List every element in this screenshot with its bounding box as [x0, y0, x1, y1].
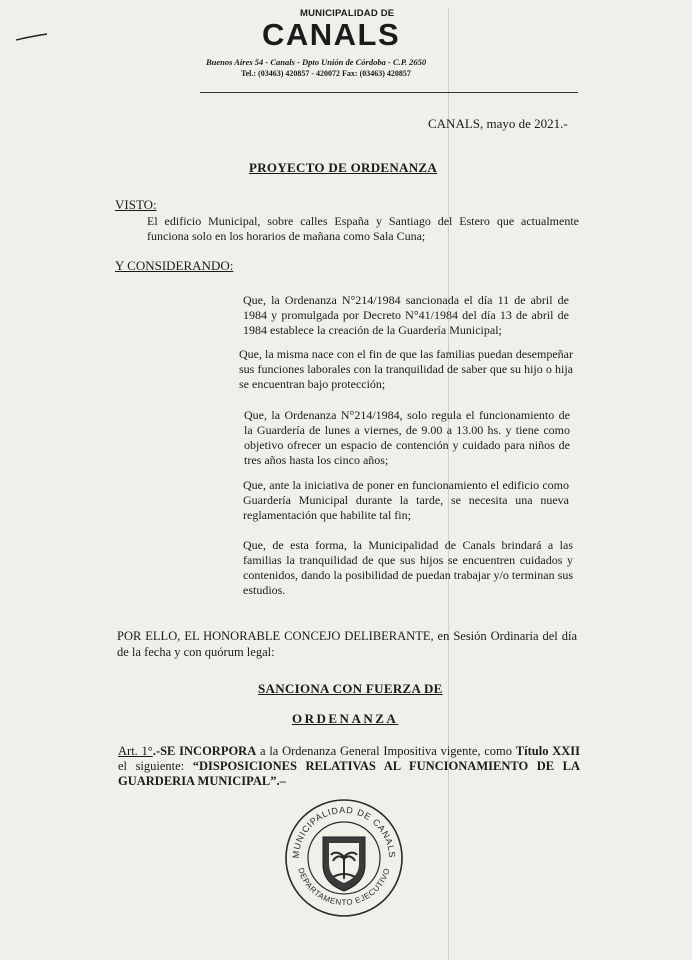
municipal-seal [283, 797, 405, 919]
document-title: PROYECTO DE ORDENANZA [249, 160, 438, 175]
por-ello-clause: POR ELLO, EL HONORABLE CONCEJO DELIBERANTE, en Sesión Ordinaria del día de la fecha y con quórum legal: [117, 629, 577, 659]
considerando-label: Y CONSIDERANDO: [115, 258, 234, 273]
seal-ring-bottom: DEPARTAMENTO EJECUTIVO [296, 866, 392, 908]
article-text: a la Ordenanza General Impositiva vigente, como [256, 744, 516, 758]
date-line: CANALS, mayo de 2021.- [428, 116, 568, 131]
pen-mark [14, 28, 50, 44]
considerando-paragraph: Que, de esta forma, la Municipalidad de Canals brindará a las familias la tranquilidad de que sus hijos se encuentren cuidados y contenidos, dando la posibilidad de puedan trabajar y/o terminan sus estudios. [243, 538, 573, 597]
visto-label: VISTO: [115, 197, 157, 212]
considerando-paragraph: Que, ante la iniciativa de poner en funcionamiento el edificio como Guardería Municipal durante la tarde, se necesita una nueva reglamentación que habilite tal fin; [243, 478, 569, 522]
considerando-paragraph: Que, la Ordenanza N°214/1984, solo regula el funcionamiento de la Guardería de lunes a viernes, de 9.00 a 13.00 hs. y tiene como objetivo ofrecer un espacio de contención y cuidado para niños de tres años hasta los cinco años; [244, 408, 570, 467]
article-quote: “DISPOSICIONES RELATIVAS AL FUNCIONAMIENTO DE LA GUARDERIA MUNICIPAL”.– [118, 759, 581, 788]
letterhead-divider [200, 92, 578, 93]
considerando-paragraph: Que, la misma nace con el fin de que las familias puedan desempeñar sus funciones laborales con la tranquilidad de saber que su hijo o hija se encuentran bajo protección; [239, 347, 573, 391]
considerando-paragraph: Que, la Ordenanza N°214/1984 sancionada el día 11 de abril de 1984 y promulgada por Decreto N°41/1984 del día 13 de abril de 1984 establece la creación de la Guardería Municipal; [243, 293, 569, 337]
article-1 [118, 744, 580, 789]
sanciona-heading: SANCIONA CON FUERZA DE [258, 681, 443, 696]
seal-ring-top: MUNICIPALIDAD DE CANALS [290, 804, 398, 859]
letterhead-city: CANALS [262, 17, 401, 52]
letterhead-address: Buenos Aires 54 - Canals - Dpto Unión de Córdoba - C.P. 2650 [206, 57, 427, 67]
letterhead-municipality: MUNICIPALIDAD DE [300, 8, 395, 19]
article-titulo: Título XXII [515, 744, 580, 758]
letterhead-phones: Tel.: (03463) 420857 - 420072 Fax: (03463) 420857 [241, 69, 411, 78]
visto-text: El edificio Municipal, sobre calles España y Santiago del Estero que actualmente funciona solo en los horarios de mañana como Sala Cuna; [147, 214, 579, 243]
article-lead: .-SE INCORPORA [152, 744, 257, 758]
ordenanza-heading: ORDENANZA [292, 711, 399, 726]
article-label: Art. 1° [118, 744, 153, 758]
article-text-2: el siguiente: [118, 759, 193, 773]
